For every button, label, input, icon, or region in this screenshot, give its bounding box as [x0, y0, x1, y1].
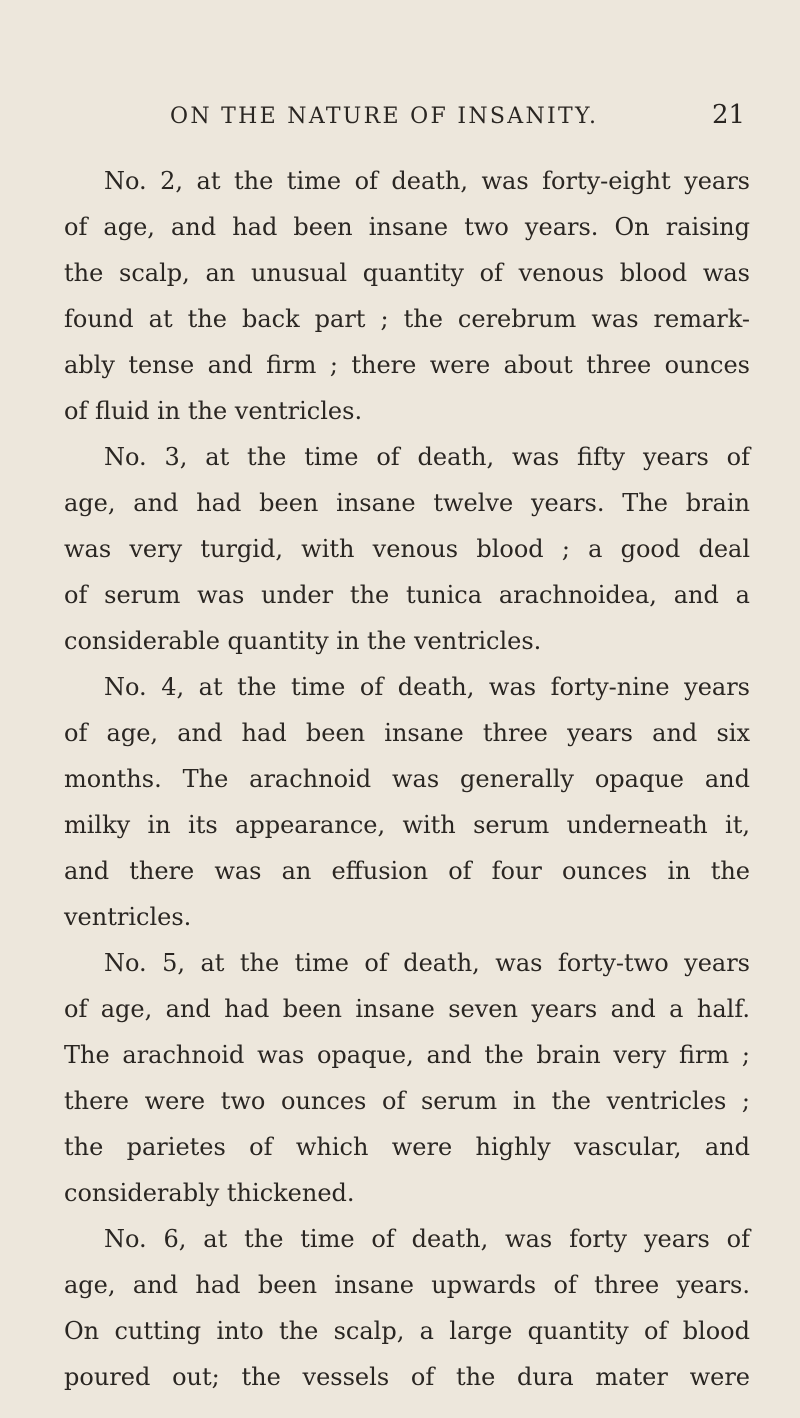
- text-line: was very turgid, with venous blood ; a good deal: [64, 535, 750, 563]
- text-line: No. 3, at the time of death, was fifty years of: [104, 443, 750, 471]
- text-line: age, and had been insane twelve years. The brain: [64, 489, 750, 517]
- text-line: ably tense and firm ; there were about three ounces: [64, 351, 750, 379]
- text-line: found at the back part ; the cerebrum was remark-: [64, 305, 750, 333]
- text-line: considerably thickened.: [64, 1179, 355, 1207]
- text-line: months. The arachnoid was generally opaque and: [64, 765, 750, 793]
- text-line: the scalp, an unusual quantity of venous blood was: [64, 259, 750, 287]
- text-line: of age, and had been insane three years and six: [64, 719, 750, 747]
- text-line: there were two ounces of serum in the ventricles ;: [64, 1087, 750, 1115]
- text-line: No. 6, at the time of death, was forty years of: [104, 1225, 750, 1253]
- page-number: 21: [712, 100, 746, 130]
- text-line: age, and had been insane upwards of three years.: [64, 1271, 750, 1299]
- text-line: No. 5, at the time of death, was forty-two years: [104, 949, 750, 977]
- text-line: the parietes of which were highly vascular, and: [64, 1133, 750, 1161]
- text-line: of age, and had been insane two years. On raising: [64, 213, 750, 241]
- text-line: poured out; the vessels of the dura mater were: [64, 1363, 750, 1391]
- text-line: of serum was under the tunica arachnoidea, and a: [64, 581, 750, 609]
- text-line: ventricles.: [64, 903, 192, 931]
- text-line: of fluid in the ventricles.: [64, 397, 363, 425]
- text-line: milky in its appearance, with serum underneath it,: [64, 811, 750, 839]
- text-line: No. 4, at the time of death, was forty-nine years: [104, 673, 750, 701]
- text-line: considerable quantity in the ventricles.: [64, 627, 542, 655]
- text-line: and there was an effusion of four ounces in the: [64, 857, 750, 885]
- text-line: of age, and had been insane seven years and a half.: [64, 995, 750, 1023]
- text-line: No. 2, at the time of death, was forty-eight years: [104, 167, 750, 195]
- running-title: ON THE NATURE OF INSANITY.: [170, 104, 599, 129]
- text-line: On cutting into the scalp, a large quantity of blood: [64, 1317, 750, 1345]
- text-line: The arachnoid was opaque, and the brain very firm ;: [64, 1041, 750, 1069]
